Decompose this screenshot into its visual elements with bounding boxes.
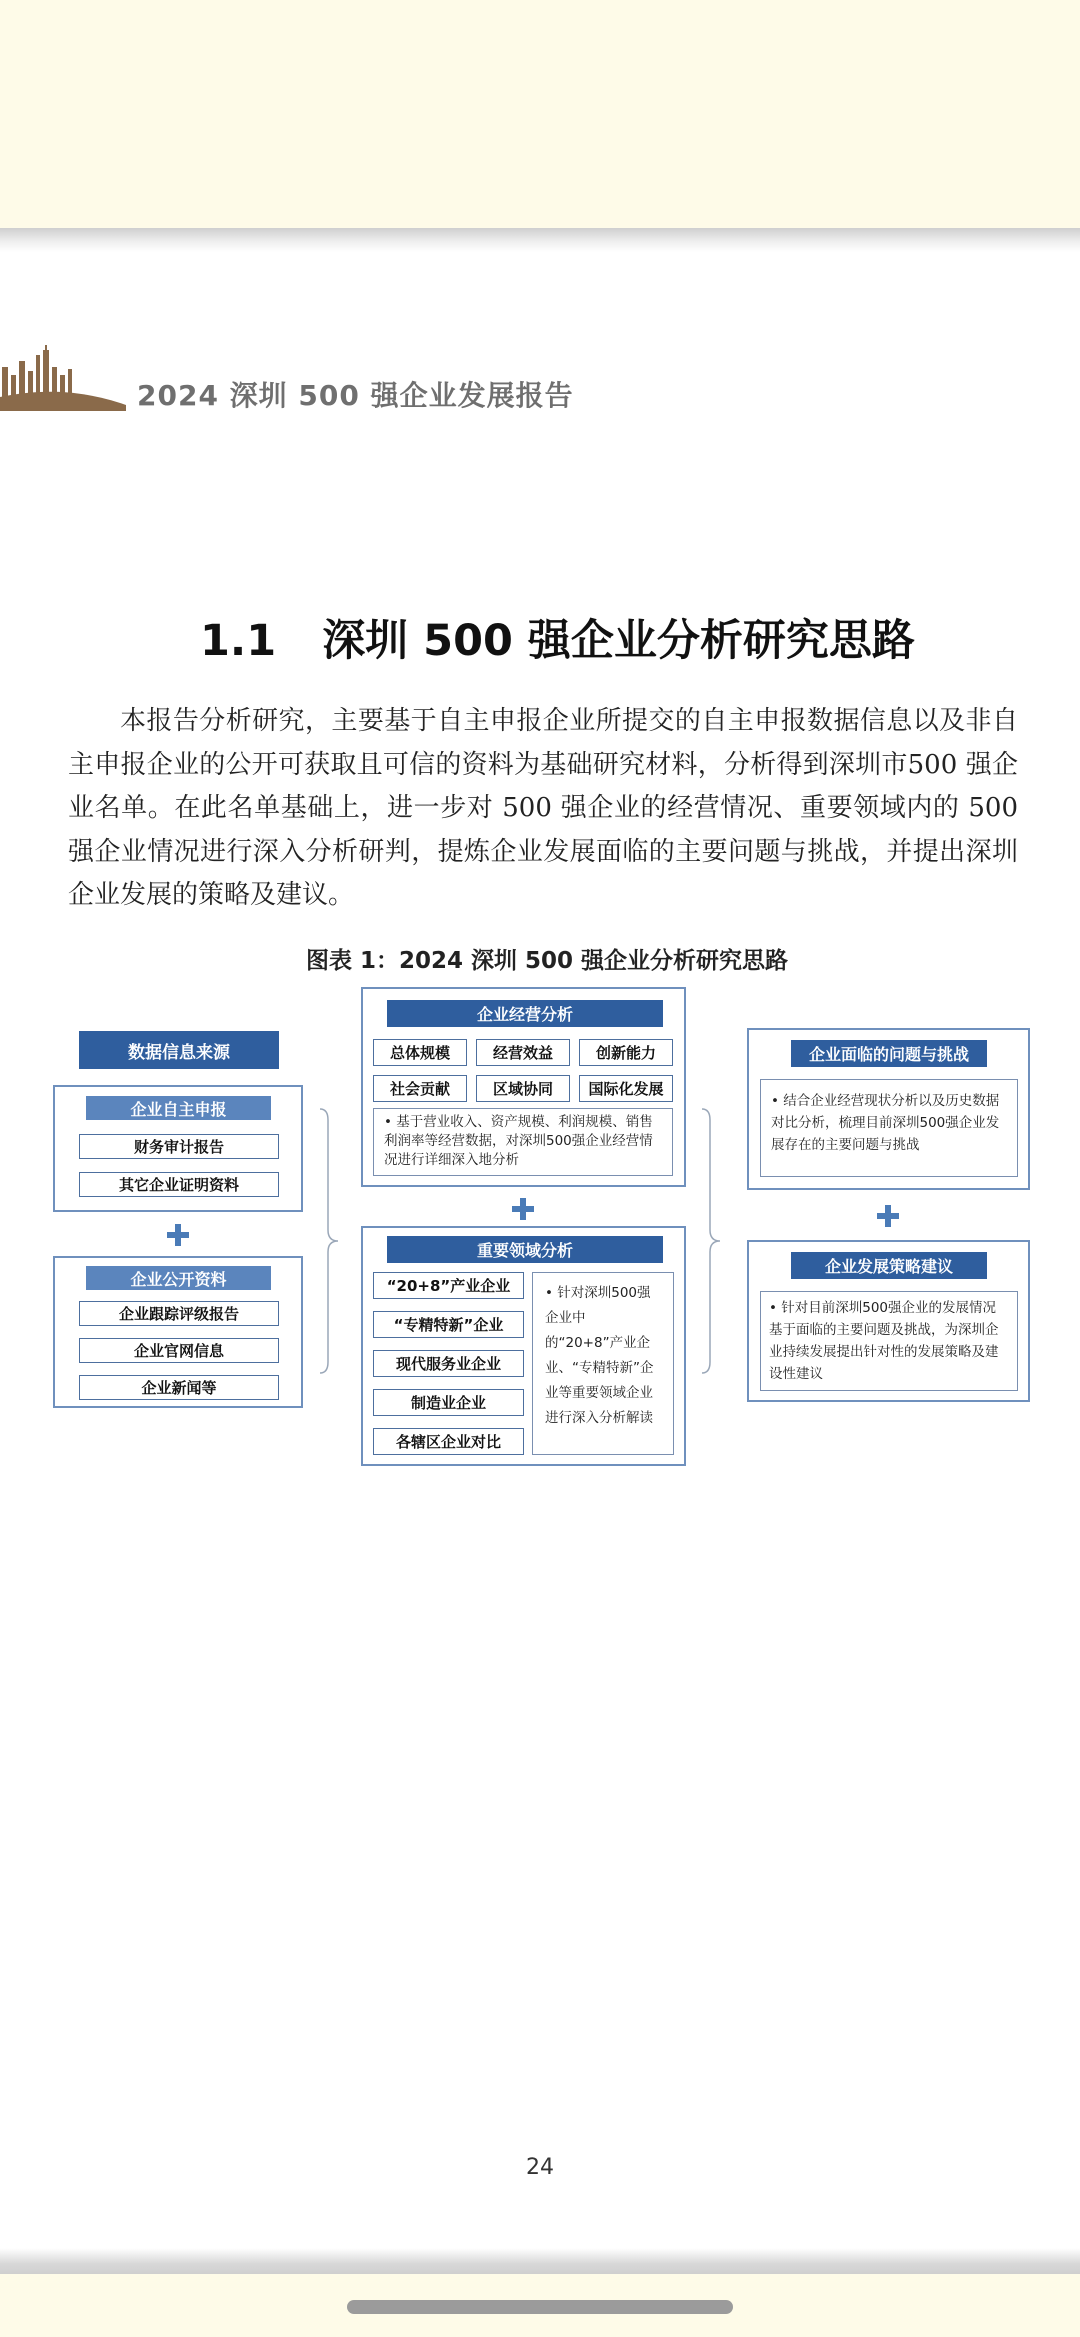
operation-analysis-note: • 基于营业收入、资产规模、利润规模、销售利润率等经营数据，对深圳500强企业经营情况进行详细深入地分析: [373, 1108, 673, 1176]
key-field-analysis-header: 重要领域分析: [387, 1236, 663, 1263]
tag-20-8-industry: “20+8”产业企业: [373, 1272, 524, 1299]
page-bottom-shadow: [0, 2248, 1080, 2274]
report-header-title: 2024 深圳 500 强企业发展报告: [137, 379, 574, 412]
plus-icon: [167, 1224, 189, 1246]
challenges-note: • 结合企业经营现状分析以及历史数据对比分析，梳理目前深圳500强企业发展存在的主要问题与挑战: [760, 1079, 1018, 1177]
tag-social-contribution: 社会贡献: [373, 1075, 467, 1102]
rating-report-item: 企业跟踪评级报告: [79, 1301, 279, 1326]
tag-innovation: 创新能力: [579, 1039, 673, 1066]
other-certification-item: 其它企业证明资料: [79, 1172, 279, 1197]
tag-total-scale: 总体规模: [373, 1039, 467, 1066]
data-source-header: 数据信息来源: [79, 1031, 279, 1069]
challenges-header: 企业面临的问题与挑战: [791, 1040, 987, 1067]
key-field-analysis-note: • 针对深圳500强企业中的“20+8”产业企业、“专精特新”企业等重要领域企业进行深入分析解读: [532, 1272, 674, 1455]
public-info-header: 企业公开资料: [86, 1266, 271, 1290]
strategy-header: 企业发展策略建议: [791, 1252, 987, 1279]
strategy-note: • 针对目前深圳500强企业的发展情况基于面临的主要问题及挑战，为深圳企业持续发展提出针对性的发展策略及建设性建议: [760, 1291, 1018, 1391]
official-website-item: 企业官网信息: [79, 1338, 279, 1363]
tag-modern-service: 现代服务业企业: [373, 1350, 524, 1377]
section-number: 1.1: [200, 616, 277, 666]
left-brace-icon: [318, 1108, 340, 1374]
page-number: 24: [526, 2155, 554, 2180]
financial-audit-report-item: 财务审计报告: [79, 1134, 279, 1159]
operation-analysis-header: 企业经营分析: [387, 1000, 663, 1027]
figure-caption: 图表 1：2024 深圳 500 强企业分析研究思路: [306, 948, 789, 974]
paragraph-text: 本报告分析研究，主要基于自主申报企业所提交的自主申报数据信息以及非自主申报企业的公开可获取且可信的资料为基础研究材料，分析得到深圳市500 强企业名单。在此名单基础上，进一步对 500 强企业的经营情况、重要领域内的 500 强企业情况进行深入分析研判，提炼企业发展面临的主要问题与挑战，并提出深圳企业发展的策略及建议。: [68, 706, 1018, 910]
home-indicator-bar[interactable]: [347, 2300, 733, 2314]
tag-internationalization: 国际化发展: [579, 1075, 673, 1102]
self-report-header: 企业自主申报: [86, 1096, 271, 1120]
plus-icon: [877, 1205, 899, 1227]
city-skyline-logo-icon: [0, 345, 126, 411]
tag-specialized-new: “专精特新”企业: [373, 1311, 524, 1338]
section-title-text: 深圳 500 强企业分析研究思路: [322, 616, 915, 666]
body-paragraph: [68, 700, 1018, 918]
tag-district-comparison: 各辖区企业对比: [373, 1428, 524, 1455]
company-news-item: 企业新闻等: [79, 1375, 279, 1400]
plus-icon: [512, 1198, 534, 1220]
tag-operating-efficiency: 经营效益: [476, 1039, 570, 1066]
tag-manufacturing: 制造业企业: [373, 1389, 524, 1416]
page-top-shadow: [0, 228, 1080, 252]
tag-regional-coordination: 区域协同: [476, 1075, 570, 1102]
top-reader-band: [0, 0, 1080, 228]
section-title: [200, 607, 915, 668]
right-brace-icon: [700, 1108, 722, 1374]
